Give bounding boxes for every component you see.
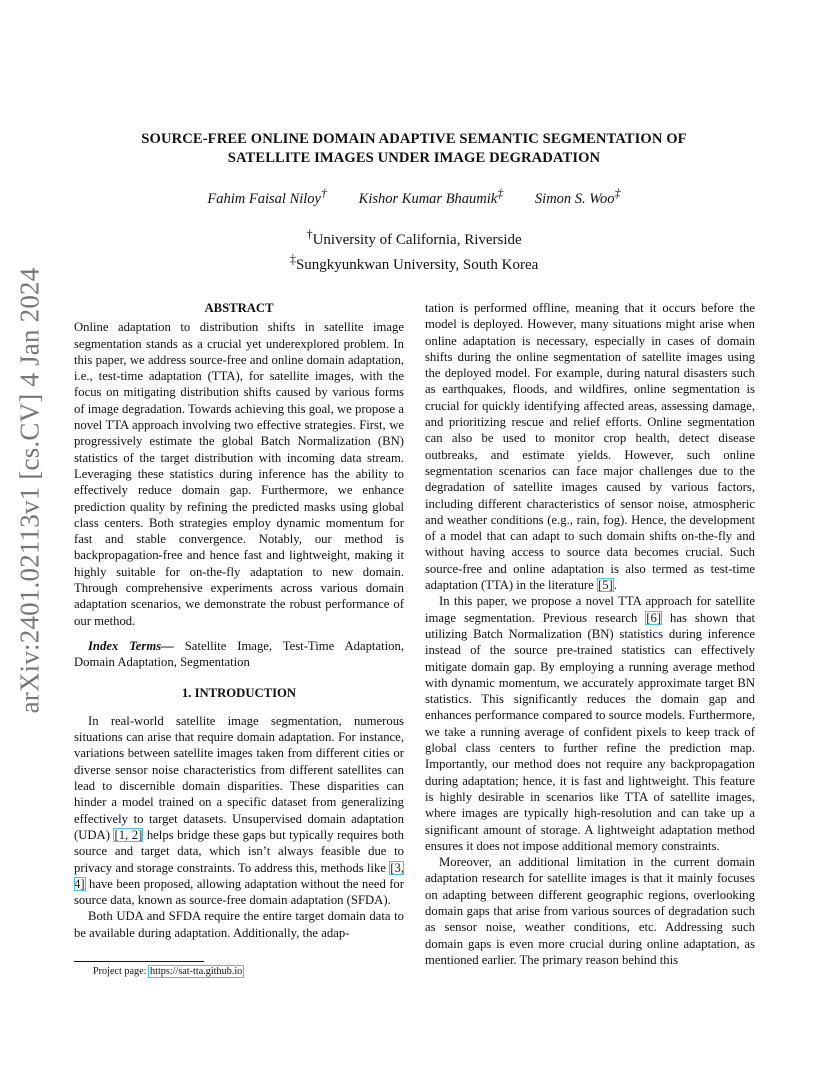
- citation-link[interactable]: [6]: [646, 610, 662, 625]
- intro-paragraph-2-cont: tation is performed offline, meaning that it occurs before the model is deployed. However, many situations might arise when online adaptation is necessary, especially in cases of domain shifts during the online segmentation of satellite images using the deployed model. For example, during natural disasters such as earthquakes, floods, and wildfires, online segmentation is crucial for quickly identifying affected areas, assessing damage, and prioritizing rescue and relief efforts. Online segmentation can also be used to monitor crop health, detect disease outbreaks, and estimate yields. However, such online segmentation scenarios can face major challenges due to the degradation of satellite images caused by various factors, including different characteristics of sensor noise, atmospheric and weather conditions (e.g., rain, fog). Hence, the development of a model that can adapt to such domain shifts on-the-fly and without having access to source data becomes crucial. Such source-free and online adaptation is also termed as test-time adaptation (TTA) in the literature [5].: [425, 301, 755, 593]
- citation-link[interactable]: [3, 4]: [74, 860, 404, 891]
- affiliation: †University of California, Riverside: [306, 227, 522, 248]
- author: Fahim Faisal Niloy†: [207, 186, 328, 207]
- citation-link[interactable]: [5]: [597, 578, 613, 593]
- arxiv-stamp: arXiv:2401.02113v1 [cs.CV] 4 Jan 2024: [14, 267, 45, 713]
- abstract-text: Online adaptation to distribution shifts in satellite image segmentation stands as a crucial yet underexplored problem. In this paper, we address source-free and online domain adaptation, i.e., test-time adaptation (TTA), for satellite images, with the focus on mitigating distribution shifts caused by various forms of image degradation. Towards achieving this goal, we propose a novel TTA approach involving two effective strategies. First, we progressively estimate the global Batch Normalization (BN) statistics of the target distribution with incoming data stream. Leveraging these statistics during inference has the ability to effectively reduce domain gap. Furthermore, we enhance prediction quality by refining the predicted masks using global class centers. Both strategies employ dynamic momentum for fast and stable convergence. Notably, our method is backpropagation-free and hence fast and lightweight, making it highly suitable for on-the-fly adaptation to new domain. Through comprehensive experiments across various domain adaptation scenarios, we demonstrate the robust performance of our method.: [74, 320, 404, 628]
- citation-link[interactable]: [1, 2]: [114, 827, 143, 842]
- affiliation: ‡Sungkyunkwan University, South Korea: [289, 252, 539, 273]
- author: Simon S. Woo‡: [534, 186, 621, 207]
- abstract-heading: ABSTRACT: [204, 301, 274, 315]
- footnote-rule: [74, 961, 204, 962]
- index-terms-label: Index Terms—: [88, 638, 174, 653]
- footnote: Project page: https://sat-tta.github.io: [93, 966, 243, 977]
- paper-title: [80, 130, 748, 168]
- intro-paragraph-1: In real-world satellite image segmentation, numerous situations can arise that require domain adaptation. For instance, variations between satellite images taken from different cities or diverse sensor noise characteristics from different satellites can lead to discernible domain disparities. These disparities can hinder a model trained on a specific dataset from generalizing effectively to target datasets. Unsupervised domain adaptation (UDA) [1, 2] helps bridge these gaps but typically requires both source and target data, which isn’t always feasible due to privacy and storage constraints. To address this, methods like [3, 4] have been proposed, allowing adaptation without the need for source data, known as source-free domain adaptation (SFDA).: [74, 713, 405, 908]
- right-column: [425, 300, 755, 968]
- title-line-1: SOURCE-FREE ONLINE DOMAIN ADAPTIVE SEMANTIC SEGMENTATION OF: [141, 131, 687, 147]
- title-line-2: SATELLITE IMAGES UNDER IMAGE DEGRADATION: [227, 150, 601, 166]
- intro-heading: 1. INTRODUCTION: [181, 685, 297, 700]
- index-terms: Index Terms— Satellite Image, Test-Time Adaptation, Domain Adaptation, Segmentation: [74, 638, 404, 670]
- author-list: [80, 186, 748, 208]
- intro-paragraph-2: Both UDA and SFDA require the entire target domain data to be available during adaptation. Additionally, the adap-: [74, 909, 404, 940]
- affiliations: [80, 225, 748, 275]
- intro-paragraph-4: Moreover, an additional limitation in the current domain adaptation research for satellite images is that it mainly focuses on adapting between different geographic regions, overlooking domain gaps that arise from various sources of degradation such as sensor noise, weather conditions, etc. Addressing such domain gaps is even more crucial during online adaptation, as mentioned earlier. The primary reason behind this: [425, 855, 755, 967]
- author: Kishor Kumar Bhaumik‡: [358, 186, 504, 207]
- left-column: [74, 300, 404, 941]
- project-page-link[interactable]: https://sat-tta.github.io: [150, 966, 243, 977]
- intro-paragraph-3: In this paper, we propose a novel TTA approach for satellite image segmentation. Previous research [6] has shown that utilizing Batch Normalization (BN) statistics during inference instead of the source pre-trained statistics can effectively mitigate domain gap. By employing a running average method with dynamic momentum, we accurately approximate target BN statistics. This significantly reduces the domain gap and enhances performance compared to source models. Furthermore, we take a running average of confident pixels to keep track of global class centers to further refine the prediction map. Importantly, our method does not require any backpropagation during adaptation; hence, it is fast and lightweight. This feature is highly desirable in scenarios like TTA of satellite images, where images are typically high-resolution and can take up a significant amount of storage. A lightweight adaptation method ensures it does not impose additional memory constraints.: [425, 594, 755, 853]
